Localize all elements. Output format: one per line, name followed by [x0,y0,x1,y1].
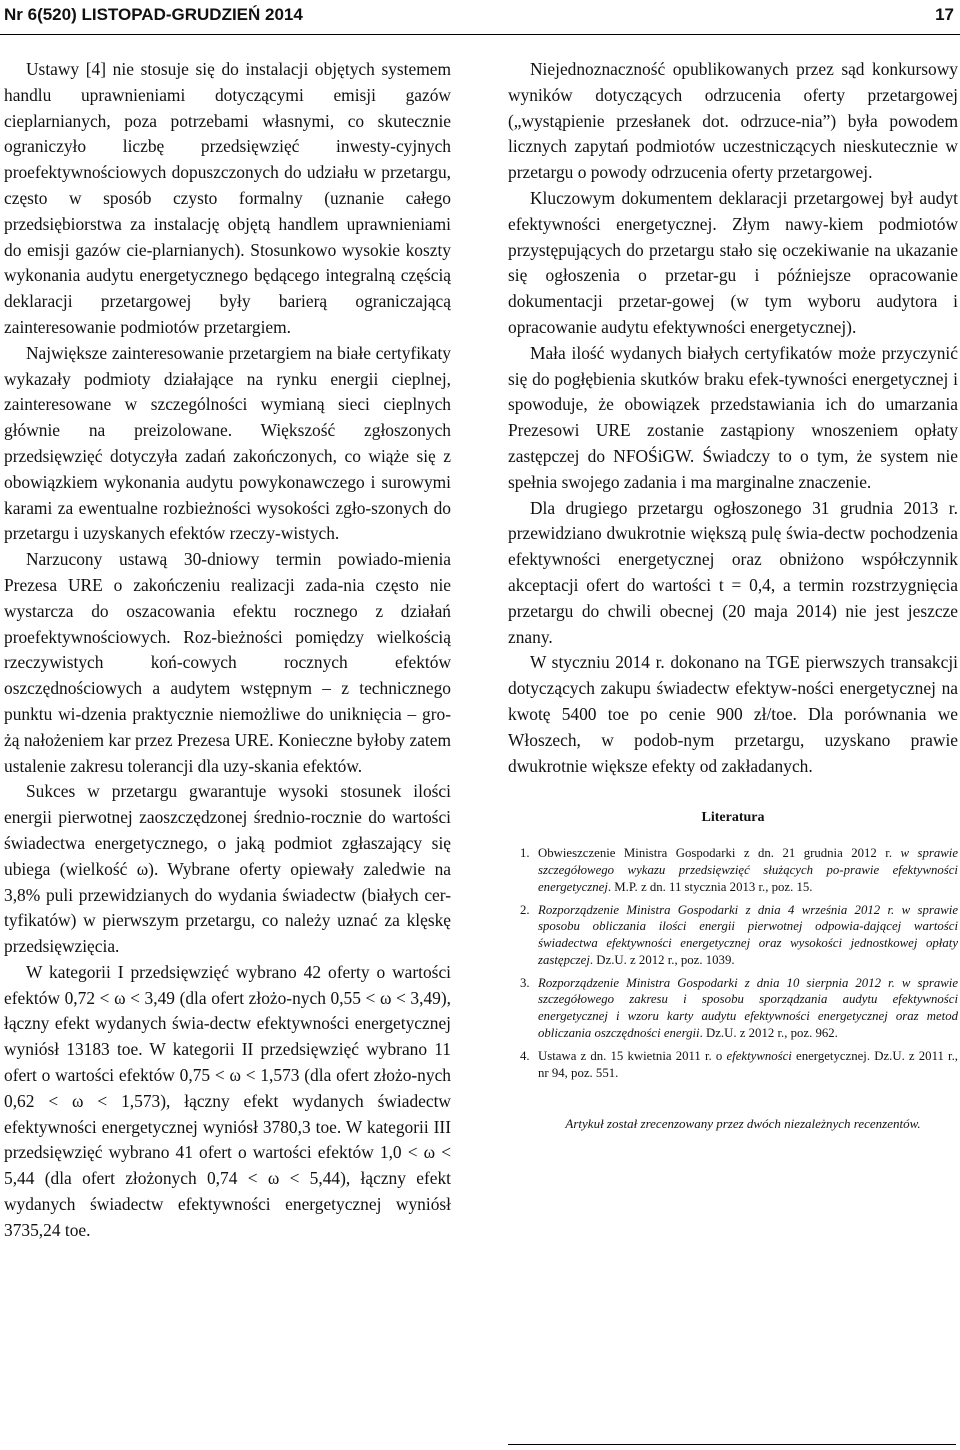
reference-item [520,902,959,969]
page-number: 17 [935,5,954,24]
reference-item [520,1048,958,1082]
reference-number: 2. [520,902,530,917]
paragraph: Sukces w przetargu gwarantuje wysoki stosunek ilości energii pierwotnej zaoszczędzonej średnio-rocznie do wartości świadectwa energetycznego, o jaką podmiot zgłaszający się ubiega (wielkość ω). Wybrane oferty opiewały zaledwie na 3,8% puli przewidzianych do wydania świadectw (białych cer-tyfikatów) w pierwszym przetargu, co należy uznać za klęskę przedsięwzięcia. [4,781,451,957]
reference-text: Rozporządzenie Ministra Gospodarki z dnia 4 września 2012 r. [538,902,895,917]
paragraph: Ustawy [4] nie stosuje się do instalacji objętych systemem handlu uprawnieniami dotyczącymi emisji gazów cieplarnianych, poza potrzebami własnymi, co skutecznie ograniczyło liczbę przedsięwzięć inwesty-cyjnych proefektywnościowych dopuszczonych do udziału w przetargu, często w sposób czysto formalny (uznanie całego przedsiębiorstwa za instalację objętą handlem uprawnieniami do emisji gazów cie-plarnianych). Stosunkowo wysokie koszty wykonania audytu energetycznego będącego integralną częścią deklaracji przetargowej były barierą ograniczającą zainteresowanie podmiotów przetargiem. [4,59,451,337]
paragraph: Największe zainteresowanie przetargiem na białe certyfikaty wykazały podmioty działające na rynku energii cieplnej, zainteresowane w szczególności wymianą sieci cieplnych głównie na preizolowane. Większość zgłoszonych przedsięwzięć dotyczyła zadań zakończonych, co wiąże się z obowiązkiem wykonania audytu powykonawczego i surowymi karami za ewentualne rozbieżności wysokości zgło-szonych do przetargu i uzyskanych efektów rzeczy-wistych. [4,342,451,544]
paragraph: Narzucony ustawą 30-dniowy termin powiado-mienia Prezesa URE o zakończeniu realizacji zada-nia często nie wystarcza do oszacowania efektu rocznego z działań proefektywnościowych. Roz-bieżności pomiędzy wielkością rzeczywistych koń-cowych rocznych efektów oszczędnościowych a audytem wstępnym – z technicznego punktu wi-dzenia praktycznie niemożliwe do uniknięcia – gro-żą nałożeniem kar przez Prezesa URE. Konieczne byłoby zatem ustalenie zakresu tolerancji dla uzy-skania efektów. [4,549,451,776]
reference-text: Rozporządzenie Ministra Gospodarki z dnia 10 sierpnia 2012 r. [538,975,895,990]
literature-heading: Literatura [701,810,765,826]
page-header [0,0,960,35]
reference-text: Ustawa z dn. 15 kwietnia 2011 r. o [538,1048,723,1063]
right-column [508,57,958,1137]
paragraph: Dla drugiego przetargu ogłoszonego 31 grudnia 2013 r. przewidziano dwukrotnie większą pulę świa-dectw pochodzenia efektywności energetycznej oraz obniżono współczynnik akceptacji ofert do wartości t = 0,4, a termin rozstrzygnięcia przetargu do chwili obecnej (20 maja 2014) nie jest jeszcze znany. [508,497,958,647]
reference-item [520,975,959,1042]
reference-list [508,845,958,1081]
review-note: Artykuł został zrecenzowany przez dwóch niezależnych recenzentów. [565,1116,921,1132]
paragraph: Mała ilość wydanych białych certyfikatów może przyczynić się do pogłębienia skutków braku efek-tywności energetycznej i spowoduje, że obowiązek przedstawiania ich do umarzania Prezesowi URE zostanie zastąpiony wnoszeniem opłaty zastępczej do NFOŚiGW. Świadczy to o tym, że system nie spełnia swojego zadania i ma marginalne znaczenie. [508,342,958,492]
reference-title: w sprawie szczegółowego wykazu przedsięwzięć służących po-prawie efektywności energetycznej [538,846,958,894]
reference-text: Obwieszczenie Ministra Gospodarki z dn. 21 grudnia 2012 r. [538,846,893,861]
paragraph: W styczniu 2014 r. dokonano na TGE pierwszych transakcji dotyczących zakupu świadectw efektyw-ności energetycznej na kwotę 5400 toe po cenie 900 zł/toe. Dla porównania we Włoszech, w podob-nym przetargu, uzyskano prawie dwukrotnie większe efekty od zakładanych. [508,652,958,776]
reference-title: w sprawie sposobu obliczania ilości energii pierwotnej odpowia-dającej wartości świadectwa efektywności energetycznej oraz wysokości jednostkowej opłaty zastępczej [538,902,959,967]
reference-source: . Dz.U. z 2012 r., poz. 962. [699,1026,838,1041]
reference-number: 4. [520,1048,530,1063]
left-column [4,57,451,1244]
paragraph: W kategorii I przedsięwzięć wybrano 42 oferty o wartości efektów 0,72 < ω < 3,49 (dla ofert złożo-nych 0,55 < ω < 3,49), łączny efekt wydanych świa-dectw efektywności energetycznej wyniósł 13183 toe. W kategorii II przedsięwzięć wybrano 11 ofert o wartości efektów 0,75 < ω < 1,573 (dla ofert złożo-nych 0,62 < ω < 1,573), łączny efekt wydanych świadectw efektywności energetycznej wyniósł 3780,3 toe. W kategorii III przedsięwzięć wybrano 41 ofert o wartości efektów 1,0 < ω < 5,44 (dla ofert złożonych 0,74 < ω < 5,44), łączny efekt wydanych świadectw efektywności energetycznej wyniósł 3735,24 toe. [4,961,451,1240]
reference-item [520,845,958,895]
paragraph: Niejednoznaczność opublikowanych przez sąd konkursowy wyników dotyczących odrzucenia oferty przetargowej („wystąpienie przesłanek dot. odrzuce-nia”) była powodem licznych zapytań podmiotów uczestniczących nieskutecznie w przetargu o powody odrzucenia oferty przetargowej. [508,59,958,183]
reference-title: w sprawie szczegółowego zakresu i sposobu sporządzania audytu efektywności energetycznej i wzoru karty audytu efektywności energetycznej oraz metod obliczania oszczędności energii [538,975,959,1041]
footer-rule [508,1444,956,1445]
reference-number: 3. [520,975,530,990]
reference-title: efektywności [726,1048,792,1063]
reference-source: . Dz.U. z 2012 r., poz. 1039. [589,952,735,967]
paragraph: Kluczowym dokumentem deklaracji przetargowej był audyt efektywności energetycznej. Złym nawy-kiem podmiotów przystępujących do przetargu stało się oczekiwanie na ukazanie się ogłoszenia o przetar-gu i późniejsze opracowanie dokumentacji przetar-gowej (w tym wyboru audytora i opracowanie audytu efektywności energetycznej). [508,187,958,337]
issue-label: Nr 6(520) LISTOPAD-GRUDZIEŃ 2014 [4,5,303,24]
reference-source: . M.P. z dn. 11 stycznia 2013 r., poz. 15. [607,879,813,894]
reference-number: 1. [520,846,530,861]
reference-source: energetycznej. Dz.U. z 2011 r., nr 94, poz. 551. [538,1048,958,1080]
